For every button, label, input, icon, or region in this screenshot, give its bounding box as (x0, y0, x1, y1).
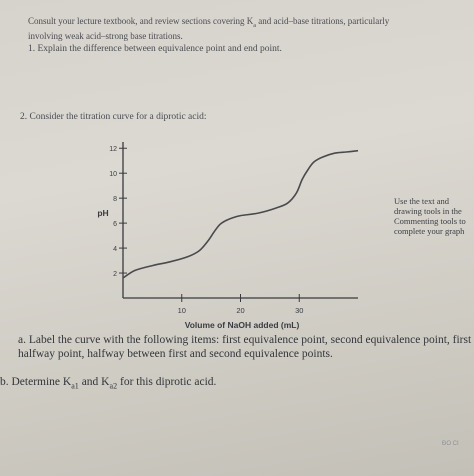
part-a-label: a. (18, 334, 26, 346)
y-tick-label-6: 6 (113, 221, 117, 229)
y-tick-label-8: 8 (113, 196, 117, 204)
side-note (394, 196, 466, 236)
intro-line1: Consult your lecture textbook, and review sections covering K (28, 16, 254, 26)
side-note-line-3: Commenting tools to (394, 216, 466, 226)
question-2: 2. Consider the titration curve for a diprotic acid: (20, 112, 207, 122)
side-note-line-2: drawing tools in the (394, 206, 462, 216)
part-a (18, 333, 474, 361)
x-axis-label: Volume of NaOH added (mL) (184, 320, 300, 330)
y-axis-label: pH (97, 208, 109, 218)
part-b-sub1: a1 (71, 381, 79, 391)
x-tick-label-10: 10 (177, 306, 186, 315)
part-b-label: b. (0, 376, 9, 388)
chart-axes (123, 142, 358, 298)
question-1: 1. Explain the difference between equivalence point and end point. (28, 44, 282, 54)
part-b (0, 376, 216, 390)
footer-mark: ĐO CI (442, 441, 459, 447)
chart-labels (97, 208, 299, 330)
part-b-text-post: for this diprotic acid. (117, 376, 217, 388)
y-tick-label-10: 10 (109, 171, 117, 179)
y-tick-label-2: 2 (113, 271, 117, 279)
y-tick-label-12: 12 (109, 146, 117, 154)
x-tick-label-30: 30 (295, 306, 304, 315)
intro-line1-end: and acid–base titrations, particularly (256, 16, 390, 26)
intro-line2: involving weak acid–strong base titrations. (28, 30, 183, 41)
x-tick-label-20: 20 (236, 306, 245, 315)
part-a-text: Label the curve with the following items: first equivalence point, second equivalence point, first halfway point, halfway between first and second equivalence points. (18, 334, 472, 360)
part-b-text-mid: and K (78, 376, 110, 388)
y-tick-label-4: 4 (113, 246, 117, 254)
part-b-sub2: a2 (109, 381, 118, 391)
chart-ticks (109, 146, 303, 315)
titration-curve-line (123, 151, 358, 278)
intro-subscript: a (253, 21, 256, 29)
part-b-text-pre: Determine K (11, 376, 72, 388)
side-note-line-1: Use the text and (394, 196, 449, 206)
side-note-line-4: complete your graph (394, 226, 465, 236)
